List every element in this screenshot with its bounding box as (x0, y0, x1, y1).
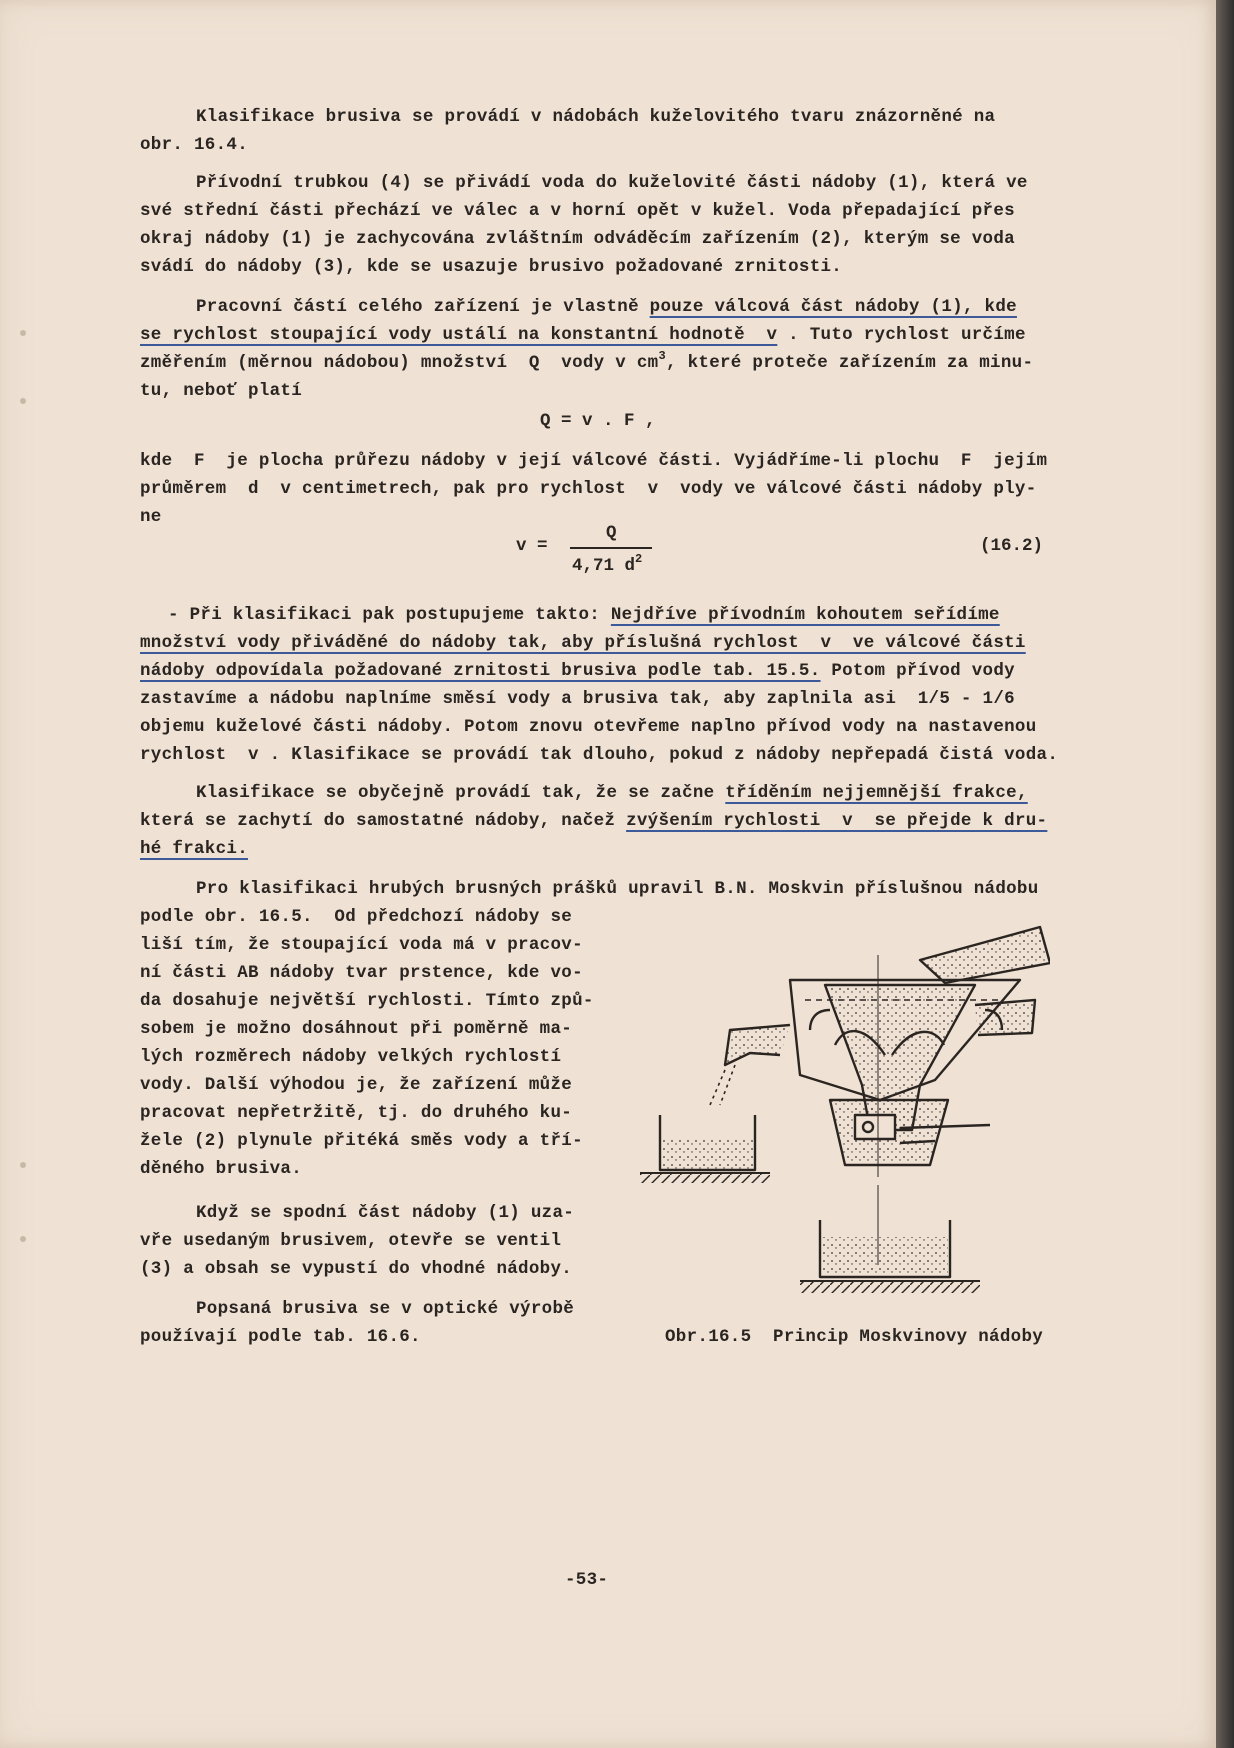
text-line: nádoby odpovídala požadované zrnitosti brusiva podle tab. 15.5. Potom přívod vody (140, 661, 1015, 681)
text-line: Přívodní trubkou (4) se přivádí voda do kuželovité části nádoby (1), která ve (196, 173, 1028, 193)
pen-underline: pouze válcová část nádoby (1), kde (649, 297, 1017, 317)
pen-underline: nádoby odpovídala požadované zrnitosti brusiva podle tab. 15.5. (140, 661, 821, 681)
pen-underline: Nejdříve přívodním kohoutem seřídíme (610, 605, 1000, 625)
text-line: používají podle tab. 16.6. (140, 1327, 421, 1347)
fraction-bar (570, 547, 652, 549)
feed-hopper (920, 927, 1050, 983)
text-line: objemu kuželové části nádoby. Potom znovu otevřeme naplno přívod vody na nastavenou (140, 717, 1037, 737)
text-line: lých rozměrech nádoby velkých rychlostí (140, 1047, 562, 1067)
text-line: obr. 16.4. (140, 135, 249, 155)
text-line: da dosahuje největší rychlosti. Tímto způ- (140, 991, 594, 1011)
text-line: své střední části přechází ve válec a v horní opět v kužel. Voda přepadající přes (140, 201, 1015, 221)
text-line: zastavíme a nádobu naplníme směsí vody a brusiva tak, aby zaplnila asi 1/5 - 1/6 (140, 689, 1015, 709)
paragraph-usage (140, 1295, 575, 1407)
figure-caption: Obr.16.5 Princip Moskvinovy nádoby (665, 1327, 1044, 1347)
formula-flow: Q = v . F , (540, 411, 656, 431)
formula-denominator: 4,71 $d^2$ (572, 552, 643, 576)
punch-hole-mark (20, 398, 26, 404)
text-line: rychlost v . Klasifikace se provádí tak dlouho, pokud z nádoby nepřepadá čistá voda. (140, 745, 1059, 765)
formula-lhs: v = (516, 536, 548, 556)
text-line: se rychlost stoupající vody ustálí na konstantní hodnotě v . Tuto rychlost určíme (140, 325, 1026, 345)
text-line: liší tím, že stoupající voda má v pracov- (140, 935, 583, 955)
overflow-spout-left (725, 1025, 790, 1065)
pen-underline: množství vody přiváděné do nádoby tak, aby příslušná rychlost v ve válcové části (140, 633, 1026, 653)
text-line: průměrem d v centimetrech, pak pro rychlost v vody ve válcové části nádoby ply- (140, 479, 1037, 499)
text-line: podle obr. 16.5. Od předchozí nádoby se (140, 907, 573, 927)
text-line: Pracovní částí celého zařízení je vlastně pouze válcová část nádoby (1), kde (196, 297, 1017, 317)
text-line: - Při klasifikaci pak postupujeme takto: Nejdříve přívodním kohoutem seřídíme (168, 605, 1000, 625)
formula-numerator: Q (606, 523, 617, 543)
text-line: ne (140, 507, 162, 527)
text-line: vody. Další výhodou je, že zařízení může (140, 1075, 573, 1095)
punch-hole-mark (20, 1236, 26, 1242)
punch-hole-mark (20, 330, 26, 336)
text-line: změřením (měrnou nádobou) množství Q vody v $cm^3$, které proteče zařízením za minu- (140, 349, 1034, 373)
text-line: děného brusiva. (140, 1159, 303, 1179)
pen-underline: hé frakci. (140, 839, 249, 859)
text-line: sobem je možno dosáhnout při poměrně ma- (140, 1019, 573, 1039)
text-line: Když se spodní část nádoby (1) uza- (196, 1203, 575, 1223)
text-line (140, 629, 1026, 657)
text-line: Klasifikace se obyčejně provádí tak, že se začne tříděním nejjemnější frakce, (196, 783, 1028, 803)
text-line (140, 835, 248, 863)
text-line: svádí do nádoby (3), kde se usazuje brusivo požadované zrnitosti. (140, 257, 843, 277)
punch-hole-mark (20, 1162, 26, 1168)
moskvin-vessel-figure (630, 915, 1050, 1295)
pen-underline: tříděním nejjemnější frakce, (725, 783, 1028, 803)
scan-background-edge (1216, 0, 1234, 1748)
valve (855, 1115, 895, 1139)
page-number: -53- (565, 1570, 609, 1590)
text-line: Klasifikace brusiva se provádí v nádobách kuželovitého tvaru znázorněné na (196, 107, 996, 127)
text-line: Popsaná brusiva se v optické výrobě (196, 1299, 575, 1319)
pen-underline: se rychlost stoupající vody ustálí na konstantní hodnotě v (140, 325, 778, 345)
text-line: ní části AB nádoby tvar prstence, kde vo- (140, 963, 583, 983)
pen-underline: zvýšením rychlosti v se přejde k dru- (626, 811, 1048, 831)
overflow-spout-right (975, 1000, 1035, 1035)
text-line: pracovat nepřetržitě, tj. do druhého ku- (140, 1103, 573, 1123)
text-line: kde F je plocha průřezu nádoby v její válcové části. Vyjádříme-li plochu F jejím (140, 451, 1048, 471)
text-line: žele (2) plynule přitéká směs vody a tří- (140, 1131, 583, 1151)
text-line: která se zachytí do samostatné nádoby, načež zvýšením rychlosti v se přejde k dru- (140, 811, 1048, 831)
text-line: Pro klasifikaci hrubých brusných prášků upravil B.N. Moskvin příslušnou nádobu (196, 879, 1039, 899)
text-line: (3) a obsah se vypustí do vhodné nádoby. (140, 1259, 573, 1279)
text-line: tu, neboť platí (140, 381, 303, 401)
equation-number: (16.2) (980, 536, 1044, 556)
text-line: vře usedaným brusivem, otevře se ventil (140, 1231, 562, 1251)
text-line: okraj nádoby (1) je zachycována zvláštním odváděcím zařízením (2), kterým se voda (140, 229, 1015, 249)
